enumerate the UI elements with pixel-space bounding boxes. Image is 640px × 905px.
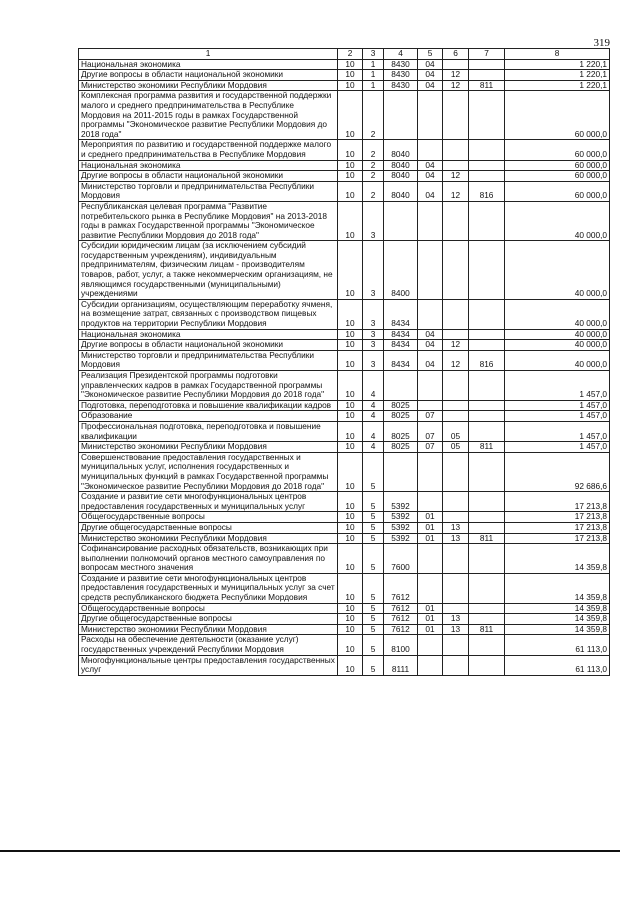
row-name-cell: Реализация Президентской программы подготовки управленческих кадров в рамках Государственной программы "Экономическое развитие Республики Мордовия до 2018 года" xyxy=(79,371,338,401)
cell-code-7: 811 xyxy=(469,533,505,544)
cell-code-5 xyxy=(418,371,443,401)
cell-amount: 14 359,8 xyxy=(505,624,610,635)
table-row xyxy=(79,452,610,491)
cell-code-7 xyxy=(469,635,505,655)
header-cell: 2 xyxy=(338,49,363,60)
table-row xyxy=(79,655,610,675)
cell-code-5 xyxy=(418,544,443,574)
cell-code-3: 3 xyxy=(363,299,384,329)
cell-code-3: 1 xyxy=(363,70,384,81)
cell-code-2: 10 xyxy=(338,512,363,523)
header-cell: 5 xyxy=(418,49,443,60)
table-row xyxy=(79,533,610,544)
cell-amount: 1 457,0 xyxy=(505,400,610,411)
cell-amount: 60 000,0 xyxy=(505,181,610,201)
table-row xyxy=(79,371,610,401)
cell-code-7 xyxy=(469,573,505,603)
cell-code-5: 04 xyxy=(418,171,443,182)
cell-amount: 1 457,0 xyxy=(505,421,610,441)
cell-code-7 xyxy=(469,241,505,300)
cell-amount: 1 220,1 xyxy=(505,70,610,81)
cell-code-4 xyxy=(384,371,418,401)
cell-code-2: 10 xyxy=(338,299,363,329)
row-name-cell: Национальная экономика xyxy=(79,59,338,70)
cell-code-7: 811 xyxy=(469,442,505,453)
row-name-cell: Министерство торговли и предпринимательства Республики Мордовия xyxy=(79,350,338,370)
cell-amount: 40 000,0 xyxy=(505,201,610,240)
cell-code-7 xyxy=(469,201,505,240)
row-name-cell: Министерство экономики Республики Мордовия xyxy=(79,442,338,453)
cell-amount: 60 000,0 xyxy=(505,171,610,182)
table-row xyxy=(79,544,610,574)
table-body xyxy=(79,49,610,676)
cell-code-3: 4 xyxy=(363,400,384,411)
table-row xyxy=(79,91,610,140)
table-row xyxy=(79,80,610,91)
cell-code-4: 8400 xyxy=(384,241,418,300)
cell-code-4: 7612 xyxy=(384,603,418,614)
cell-code-2: 10 xyxy=(338,411,363,422)
cell-code-6 xyxy=(443,655,469,675)
cell-code-4: 8040 xyxy=(384,171,418,182)
cell-code-6 xyxy=(443,201,469,240)
row-name-cell: Национальная экономика xyxy=(79,329,338,340)
cell-code-7 xyxy=(469,614,505,625)
table-row xyxy=(79,59,610,70)
row-name-cell: Комплексная программа развития и государственной поддержки малого и среднего предпринимательства в Республике Мордовия на 2011-2015 годы в рамках Государственной программы "Экономическое развитие Республики Мордовия до 2018 года" xyxy=(79,91,338,140)
cell-code-7 xyxy=(469,411,505,422)
cell-code-6 xyxy=(443,299,469,329)
cell-code-3: 4 xyxy=(363,411,384,422)
header-cell: 3 xyxy=(363,49,384,60)
cell-code-5 xyxy=(418,140,443,160)
cell-code-3: 1 xyxy=(363,80,384,91)
row-name-cell: Мероприятия по развитию и государственной поддержке малого и среднего предпринимательства в Республике Мордовия xyxy=(79,140,338,160)
row-name-cell: Создание и развитие сети многофункциональных центров предоставления государственных и муниципальных услуг xyxy=(79,492,338,512)
cell-code-2: 10 xyxy=(338,171,363,182)
row-name-cell: Общегосударственные вопросы xyxy=(79,512,338,523)
cell-code-5: 04 xyxy=(418,329,443,340)
cell-code-3: 5 xyxy=(363,573,384,603)
cell-code-3: 4 xyxy=(363,442,384,453)
cell-code-4: 5392 xyxy=(384,492,418,512)
cell-amount: 17 213,8 xyxy=(505,522,610,533)
cell-code-7 xyxy=(469,340,505,351)
cell-amount: 60 000,0 xyxy=(505,140,610,160)
table-row xyxy=(79,400,610,411)
cell-code-2: 10 xyxy=(338,59,363,70)
cell-code-2: 10 xyxy=(338,201,363,240)
row-name-cell: Другие вопросы в области национальной экономики xyxy=(79,171,338,182)
cell-code-5 xyxy=(418,452,443,491)
cell-code-5 xyxy=(418,635,443,655)
cell-code-6 xyxy=(443,452,469,491)
table-row xyxy=(79,635,610,655)
cell-code-2: 10 xyxy=(338,241,363,300)
cell-code-6 xyxy=(443,371,469,401)
cell-code-4: 8025 xyxy=(384,442,418,453)
cell-code-6: 12 xyxy=(443,171,469,182)
cell-code-2: 10 xyxy=(338,442,363,453)
table-row xyxy=(79,181,610,201)
row-name-cell: Другие вопросы в области национальной экономики xyxy=(79,340,338,351)
cell-code-6 xyxy=(443,635,469,655)
cell-code-2: 10 xyxy=(338,624,363,635)
row-name-cell: Другие общегосударственные вопросы xyxy=(79,614,338,625)
cell-code-7 xyxy=(469,70,505,81)
cell-code-3: 2 xyxy=(363,160,384,171)
table-row xyxy=(79,350,610,370)
cell-code-2: 10 xyxy=(338,533,363,544)
cell-code-4 xyxy=(384,452,418,491)
table-row xyxy=(79,340,610,351)
cell-code-3: 5 xyxy=(363,603,384,614)
header-cell: 7 xyxy=(469,49,505,60)
cell-code-7 xyxy=(469,59,505,70)
cell-code-2: 10 xyxy=(338,421,363,441)
cell-code-4: 7612 xyxy=(384,573,418,603)
cell-code-5: 04 xyxy=(418,181,443,201)
cell-code-4 xyxy=(384,91,418,140)
row-name-cell: Другие общегосударственные вопросы xyxy=(79,522,338,533)
cell-code-7 xyxy=(469,140,505,160)
cell-code-4: 7612 xyxy=(384,614,418,625)
cell-code-6 xyxy=(443,241,469,300)
cell-code-6 xyxy=(443,329,469,340)
cell-code-3: 5 xyxy=(363,522,384,533)
cell-code-6 xyxy=(443,573,469,603)
cell-code-6 xyxy=(443,91,469,140)
cell-code-4: 8430 xyxy=(384,80,418,91)
row-name-cell: Профессиональная подготовка, переподготовка и повышение квалификации xyxy=(79,421,338,441)
cell-code-3: 4 xyxy=(363,371,384,401)
cell-code-6: 12 xyxy=(443,70,469,81)
cell-amount: 92 686,6 xyxy=(505,452,610,491)
cell-code-6: 13 xyxy=(443,624,469,635)
row-name-cell: Совершенствование предоставления государственных и муниципальных услуг, исполнения государственных и муниципальных функций в рамках Государственной программы "Экономическое развитие Республики Мордовия до 2018 года" xyxy=(79,452,338,491)
cell-code-4 xyxy=(384,201,418,240)
budget-table xyxy=(78,48,610,676)
cell-code-2: 10 xyxy=(338,635,363,655)
cell-amount: 17 213,8 xyxy=(505,533,610,544)
cell-code-7 xyxy=(469,544,505,574)
cell-code-3: 3 xyxy=(363,241,384,300)
cell-code-4: 7600 xyxy=(384,544,418,574)
table-row xyxy=(79,241,610,300)
cell-code-2: 10 xyxy=(338,91,363,140)
cell-code-7 xyxy=(469,160,505,171)
cell-code-7 xyxy=(469,603,505,614)
cell-amount: 40 000,0 xyxy=(505,299,610,329)
bottom-rule xyxy=(0,850,620,852)
cell-code-7 xyxy=(469,400,505,411)
cell-code-3: 5 xyxy=(363,512,384,523)
cell-code-2: 10 xyxy=(338,70,363,81)
cell-code-7 xyxy=(469,329,505,340)
cell-code-7 xyxy=(469,492,505,512)
cell-code-6: 13 xyxy=(443,522,469,533)
table-row xyxy=(79,171,610,182)
cell-code-4: 8025 xyxy=(384,421,418,441)
table-row xyxy=(79,411,610,422)
header-cell: 6 xyxy=(443,49,469,60)
cell-code-4: 5392 xyxy=(384,512,418,523)
table-row xyxy=(79,421,610,441)
cell-code-4: 8040 xyxy=(384,181,418,201)
cell-code-7 xyxy=(469,371,505,401)
cell-code-6: 12 xyxy=(443,181,469,201)
cell-code-4: 8434 xyxy=(384,329,418,340)
cell-code-3: 4 xyxy=(363,421,384,441)
cell-code-4: 8025 xyxy=(384,400,418,411)
cell-amount: 40 000,0 xyxy=(505,350,610,370)
table-row xyxy=(79,614,610,625)
cell-code-2: 10 xyxy=(338,522,363,533)
cell-code-5 xyxy=(418,400,443,411)
row-name-cell: Образование xyxy=(79,411,338,422)
table-row xyxy=(79,512,610,523)
cell-code-5: 04 xyxy=(418,70,443,81)
cell-amount: 14 359,8 xyxy=(505,603,610,614)
cell-code-2: 10 xyxy=(338,544,363,574)
cell-amount: 1 220,1 xyxy=(505,80,610,91)
cell-code-7: 811 xyxy=(469,624,505,635)
cell-code-5: 01 xyxy=(418,624,443,635)
cell-code-3: 2 xyxy=(363,181,384,201)
table-header-row xyxy=(79,49,610,60)
cell-code-3: 3 xyxy=(363,340,384,351)
cell-code-6 xyxy=(443,411,469,422)
cell-code-5: 01 xyxy=(418,522,443,533)
cell-code-2: 10 xyxy=(338,452,363,491)
row-name-cell: Субсидии юридическим лицам (за исключением субсидий государственным учреждениям), индивидуальным предпринимателям, физическим лицам - производителям товаров, работ, услуг, а также некоммерческим организациям, не являющимся государственными (муниципальными) учреждениями xyxy=(79,241,338,300)
cell-code-5 xyxy=(418,241,443,300)
cell-code-3: 2 xyxy=(363,140,384,160)
table-row xyxy=(79,70,610,81)
cell-code-4: 8434 xyxy=(384,299,418,329)
cell-code-6: 12 xyxy=(443,340,469,351)
cell-code-4: 8434 xyxy=(384,340,418,351)
cell-code-2: 10 xyxy=(338,340,363,351)
cell-code-5 xyxy=(418,91,443,140)
table-row xyxy=(79,160,610,171)
table-row xyxy=(79,573,610,603)
cell-amount: 1 220,1 xyxy=(505,59,610,70)
cell-code-4: 8040 xyxy=(384,160,418,171)
cell-code-5 xyxy=(418,573,443,603)
cell-code-4: 8434 xyxy=(384,350,418,370)
row-name-cell: Субсидии организациям, осуществляющим переработку ячменя, на возмещение затрат, связанных с производством пищевых продуктов на территории Республики Мордовия xyxy=(79,299,338,329)
cell-code-6 xyxy=(443,492,469,512)
cell-code-5: 07 xyxy=(418,442,443,453)
cell-amount: 14 359,8 xyxy=(505,573,610,603)
table-row xyxy=(79,442,610,453)
cell-code-4: 8025 xyxy=(384,411,418,422)
cell-code-4: 7612 xyxy=(384,624,418,635)
cell-code-7 xyxy=(469,421,505,441)
cell-amount: 14 359,8 xyxy=(505,544,610,574)
header-cell: 1 xyxy=(79,49,338,60)
cell-code-4: 8430 xyxy=(384,70,418,81)
cell-code-2: 10 xyxy=(338,492,363,512)
row-name-cell: Министерство торговли и предпринимательства Республики Мордовия xyxy=(79,181,338,201)
cell-amount: 60 000,0 xyxy=(505,91,610,140)
cell-code-7: 811 xyxy=(469,80,505,91)
cell-code-3: 1 xyxy=(363,59,384,70)
cell-code-7 xyxy=(469,522,505,533)
cell-code-3: 5 xyxy=(363,635,384,655)
cell-code-4: 8100 xyxy=(384,635,418,655)
cell-code-5: 04 xyxy=(418,59,443,70)
row-name-cell: Софинансирование расходных обязательств, возникающих при выполнении полномочий органов местного самоуправления по вопросам местного значения xyxy=(79,544,338,574)
table-row xyxy=(79,522,610,533)
cell-amount: 14 359,8 xyxy=(505,614,610,625)
cell-code-6 xyxy=(443,140,469,160)
header-cell: 8 xyxy=(505,49,610,60)
cell-code-3: 5 xyxy=(363,614,384,625)
table-row xyxy=(79,603,610,614)
cell-code-3: 5 xyxy=(363,452,384,491)
cell-code-3: 3 xyxy=(363,350,384,370)
cell-code-6 xyxy=(443,544,469,574)
cell-code-3: 3 xyxy=(363,201,384,240)
cell-code-2: 10 xyxy=(338,140,363,160)
cell-code-7 xyxy=(469,299,505,329)
row-name-cell: Другие вопросы в области национальной экономики xyxy=(79,70,338,81)
cell-code-3: 5 xyxy=(363,492,384,512)
cell-code-4: 8111 xyxy=(384,655,418,675)
cell-amount: 40 000,0 xyxy=(505,241,610,300)
row-name-cell: Общегосударственные вопросы xyxy=(79,603,338,614)
table-row xyxy=(79,140,610,160)
cell-amount: 1 457,0 xyxy=(505,411,610,422)
cell-code-6: 05 xyxy=(443,421,469,441)
cell-amount: 1 457,0 xyxy=(505,442,610,453)
cell-code-6: 13 xyxy=(443,614,469,625)
cell-code-3: 5 xyxy=(363,544,384,574)
row-name-cell: Подготовка, переподготовка и повышение квалификации кадров xyxy=(79,400,338,411)
cell-amount: 40 000,0 xyxy=(505,340,610,351)
cell-code-5: 01 xyxy=(418,614,443,625)
cell-code-3: 5 xyxy=(363,533,384,544)
cell-code-2: 10 xyxy=(338,655,363,675)
cell-code-6 xyxy=(443,512,469,523)
cell-code-3: 5 xyxy=(363,655,384,675)
cell-code-6: 12 xyxy=(443,350,469,370)
cell-code-7 xyxy=(469,171,505,182)
cell-code-3: 2 xyxy=(363,91,384,140)
table-row xyxy=(79,624,610,635)
row-name-cell: Республиканская целевая программа "Развитие потребительского рынка в Республике Мордовия" на 2013-2018 годы в рамках Государственной программы "Экономическое развитие Республики Мордовия до 2018 года" xyxy=(79,201,338,240)
row-name-cell: Создание и развитие сети многофункциональных центров предоставления государственных и муниципальных услуг за счет средств республиканского бюджета Республики Мордовия xyxy=(79,573,338,603)
cell-code-5: 07 xyxy=(418,411,443,422)
cell-code-6 xyxy=(443,160,469,171)
cell-amount: 1 457,0 xyxy=(505,371,610,401)
cell-code-2: 10 xyxy=(338,573,363,603)
cell-code-2: 10 xyxy=(338,160,363,171)
cell-code-6 xyxy=(443,603,469,614)
row-name-cell: Министерство экономики Республики Мордовия xyxy=(79,624,338,635)
cell-code-5: 01 xyxy=(418,603,443,614)
cell-code-7 xyxy=(469,512,505,523)
cell-code-6: 12 xyxy=(443,80,469,91)
table-row xyxy=(79,299,610,329)
cell-code-5: 04 xyxy=(418,160,443,171)
cell-code-7 xyxy=(469,91,505,140)
row-name-cell: Национальная экономика xyxy=(79,160,338,171)
cell-code-6 xyxy=(443,400,469,411)
table-row xyxy=(79,329,610,340)
cell-code-2: 10 xyxy=(338,603,363,614)
cell-code-4: 8040 xyxy=(384,140,418,160)
cell-code-2: 10 xyxy=(338,329,363,340)
cell-code-4: 8430 xyxy=(384,59,418,70)
cell-code-7 xyxy=(469,655,505,675)
cell-code-5 xyxy=(418,201,443,240)
page-number: 319 xyxy=(593,37,610,49)
row-name-cell: Многофункциональные центры предоставления государственных услуг xyxy=(79,655,338,675)
cell-code-4: 5392 xyxy=(384,533,418,544)
cell-amount: 17 213,8 xyxy=(505,492,610,512)
cell-code-4: 5392 xyxy=(384,522,418,533)
row-name-cell: Расходы на обеспечение деятельности (оказание услуг) государственных учреждений Республики Мордовия xyxy=(79,635,338,655)
cell-code-5: 04 xyxy=(418,340,443,351)
cell-code-2: 10 xyxy=(338,80,363,91)
cell-code-2: 10 xyxy=(338,400,363,411)
cell-code-5: 04 xyxy=(418,80,443,91)
cell-code-5: 07 xyxy=(418,421,443,441)
cell-code-6: 13 xyxy=(443,533,469,544)
cell-code-2: 10 xyxy=(338,614,363,625)
cell-amount: 61 113,0 xyxy=(505,655,610,675)
cell-code-2: 10 xyxy=(338,181,363,201)
cell-code-7: 816 xyxy=(469,181,505,201)
cell-code-7 xyxy=(469,452,505,491)
cell-amount: 40 000,0 xyxy=(505,329,610,340)
cell-code-5: 04 xyxy=(418,350,443,370)
cell-code-3: 3 xyxy=(363,329,384,340)
row-name-cell: Министерство экономики Республики Мордовия xyxy=(79,80,338,91)
cell-code-3: 5 xyxy=(363,624,384,635)
cell-code-3: 2 xyxy=(363,171,384,182)
cell-code-6: 05 xyxy=(443,442,469,453)
cell-code-7: 816 xyxy=(469,350,505,370)
cell-code-5 xyxy=(418,655,443,675)
cell-code-5 xyxy=(418,492,443,512)
cell-code-2: 10 xyxy=(338,371,363,401)
cell-amount: 61 113,0 xyxy=(505,635,610,655)
cell-code-2: 10 xyxy=(338,350,363,370)
header-cell: 4 xyxy=(384,49,418,60)
cell-code-6 xyxy=(443,59,469,70)
table-row xyxy=(79,492,610,512)
cell-amount: 60 000,0 xyxy=(505,160,610,171)
cell-code-5: 01 xyxy=(418,533,443,544)
cell-amount: 17 213,8 xyxy=(505,512,610,523)
table-row xyxy=(79,201,610,240)
row-name-cell: Министерство экономики Республики Мордовия xyxy=(79,533,338,544)
cell-code-5: 01 xyxy=(418,512,443,523)
cell-code-5 xyxy=(418,299,443,329)
